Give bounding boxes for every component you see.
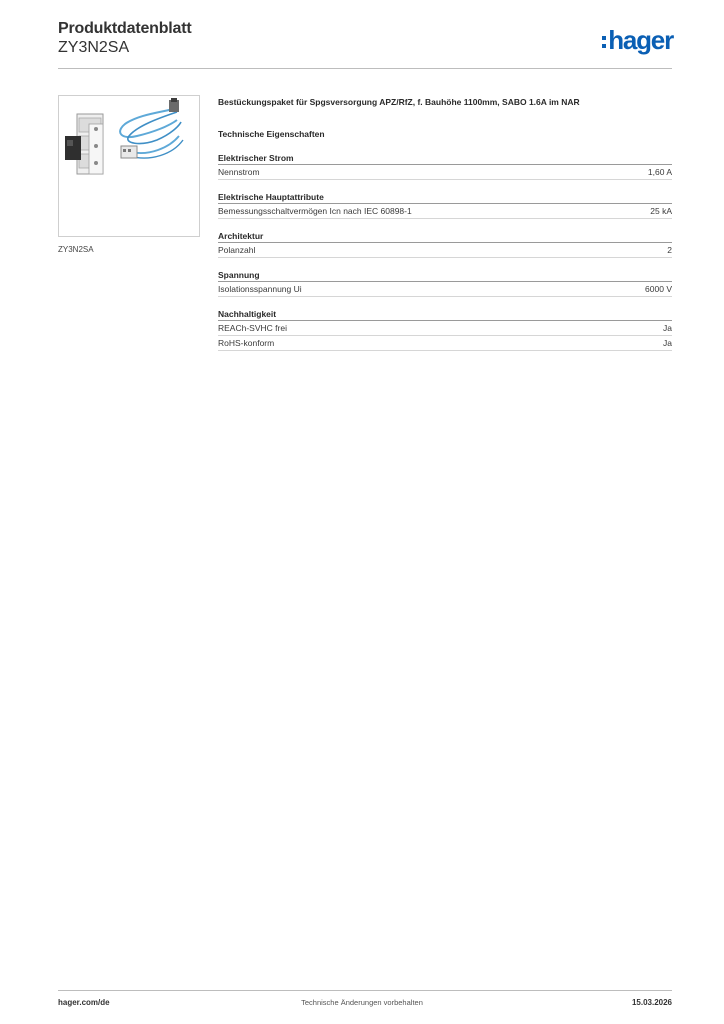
spec-group-electric-current [218, 152, 672, 180]
product-photo-icon [59, 96, 199, 236]
image-caption: ZY3N2SA [58, 245, 94, 254]
product-image [58, 95, 200, 237]
group-title: Nachhaltigkeit [218, 308, 672, 321]
product-code: ZY3N2SA [58, 39, 130, 56]
spec-group-main-attributes [218, 191, 672, 219]
spec-group-architecture [218, 230, 672, 258]
spec-value: 1,60 A [647, 167, 672, 177]
footer-notice: Technische Änderungen vorbehalten [301, 998, 423, 1007]
group-title: Spannung [218, 269, 672, 282]
spec-label: REACh-SVHC frei [218, 323, 287, 333]
spec-label: RoHS-konform [218, 338, 275, 348]
logo-text: hager [608, 24, 673, 55]
spec-label: Bemessungsschaltvermögen Icn nach IEC 60898-1 [218, 206, 412, 216]
spec-value: 2 [667, 245, 672, 255]
page-title: Produktdatenblatt [58, 20, 192, 37]
spec-row [218, 321, 672, 336]
spec-value: 6000 V [645, 284, 672, 294]
group-title: Elektrische Hauptattribute [218, 191, 672, 204]
spec-label: Polanzahl [218, 245, 256, 255]
spec-value: Ja [663, 338, 672, 348]
product-description: Bestückungspaket für Spgsversorgung APZ/RfZ, f. Bauhöhe 1100mm, SABO 1.6A im NAR [218, 97, 580, 107]
section-heading: Technische Eigenschaften [218, 129, 325, 139]
group-title: Elektrischer Strom [218, 152, 672, 165]
spec-row [218, 204, 672, 219]
spec-row [218, 165, 672, 180]
spec-group-voltage [218, 269, 672, 297]
spec-value: Ja [663, 323, 672, 333]
spec-label: Nennstrom [218, 167, 260, 177]
spec-row [218, 336, 672, 351]
footer-divider [58, 990, 672, 991]
spec-row [218, 243, 672, 258]
spec-label: Isolationsspannung Ui [218, 284, 302, 294]
footer-date: 15.03.2026 [631, 998, 672, 1007]
group-title: Architektur [218, 230, 672, 243]
hager-logo [602, 26, 673, 54]
header-divider [58, 68, 672, 69]
spec-value: 25 kA [650, 206, 672, 216]
spec-row [218, 282, 672, 297]
spec-content [218, 96, 672, 362]
footer-website-link[interactable]: hager.com/de [58, 998, 110, 1007]
spec-group-sustainability [218, 308, 672, 351]
logo-dots-icon [602, 36, 606, 48]
